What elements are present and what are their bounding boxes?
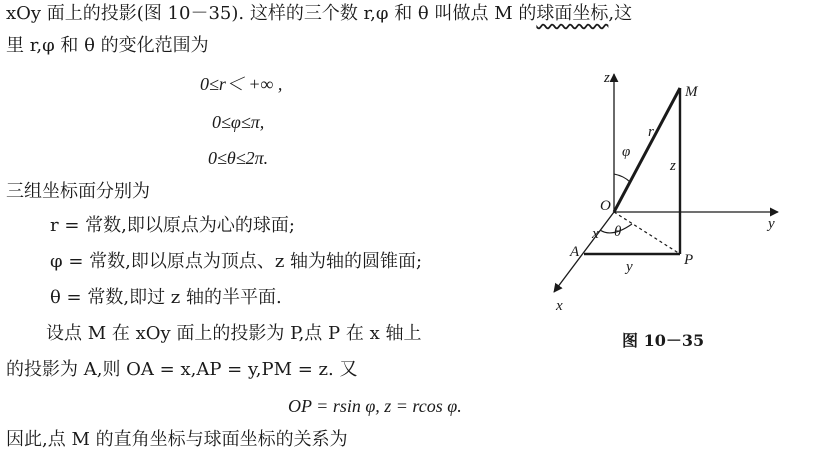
text-line-11: 的投影为 A,则 OA = x,AP = y,PM = z. 又 <box>6 359 358 380</box>
range-theta: 0≤θ≤2π. <box>208 148 269 168</box>
text-line-1-tail: ,这 <box>608 3 633 24</box>
spherical-coordinates-figure <box>540 66 800 316</box>
range-phi: 0≤φ≤π, <box>212 112 265 132</box>
label-x-axis: x <box>556 298 563 314</box>
label-seg-z: z <box>670 158 676 174</box>
text-line-2: 里 r,φ 和 θ 的变化范围为 <box>6 35 209 56</box>
label-seg-x: x <box>592 226 599 242</box>
text-line-1 <box>6 2 632 26</box>
label-origin: O <box>600 198 611 214</box>
x-axis <box>554 212 614 292</box>
label-point-m: M <box>685 84 698 100</box>
range-r: 0≤r＜ +∞ , <box>200 74 283 94</box>
label-point-p: P <box>684 252 694 268</box>
text-line-6: 三组坐标面分别为 <box>6 181 150 202</box>
label-z-axis: z <box>604 70 610 86</box>
equation-op-z: OP = rsin φ, z = rcos φ. <box>288 396 462 416</box>
text-line-10: 设点 M 在 xOy 面上的投影为 P,点 P 在 x 轴上 <box>46 323 422 344</box>
surface-item-phi: φ = 常数,即以原点为顶点、z 轴为轴的圆锥面; <box>50 251 423 272</box>
figure-caption: 图 10－35 <box>622 331 705 350</box>
label-y-axis: y <box>768 216 775 232</box>
surface-item-r: r = 常数,即以原点为心的球面; <box>50 215 295 236</box>
label-angle-theta: θ <box>614 224 622 240</box>
text-line-1-main: xOy 面上的投影(图 10－35). 这样的三个数 r,φ 和 θ 叫做点 M 的 <box>6 3 537 24</box>
label-point-a: A <box>570 244 580 260</box>
label-angle-phi: φ <box>622 144 631 160</box>
label-seg-y: y <box>626 259 633 275</box>
angle-phi-arc <box>614 174 630 182</box>
label-seg-r: r <box>648 124 654 140</box>
spherical-coordinates-term: 球面坐标 <box>536 3 609 24</box>
surface-item-theta: θ = 常数,即过 z 轴的半平面. <box>50 287 282 308</box>
segment-op <box>614 212 680 254</box>
text-line-13: 因此,点 M 的直角坐标与球面坐标的关系为 <box>6 429 348 450</box>
